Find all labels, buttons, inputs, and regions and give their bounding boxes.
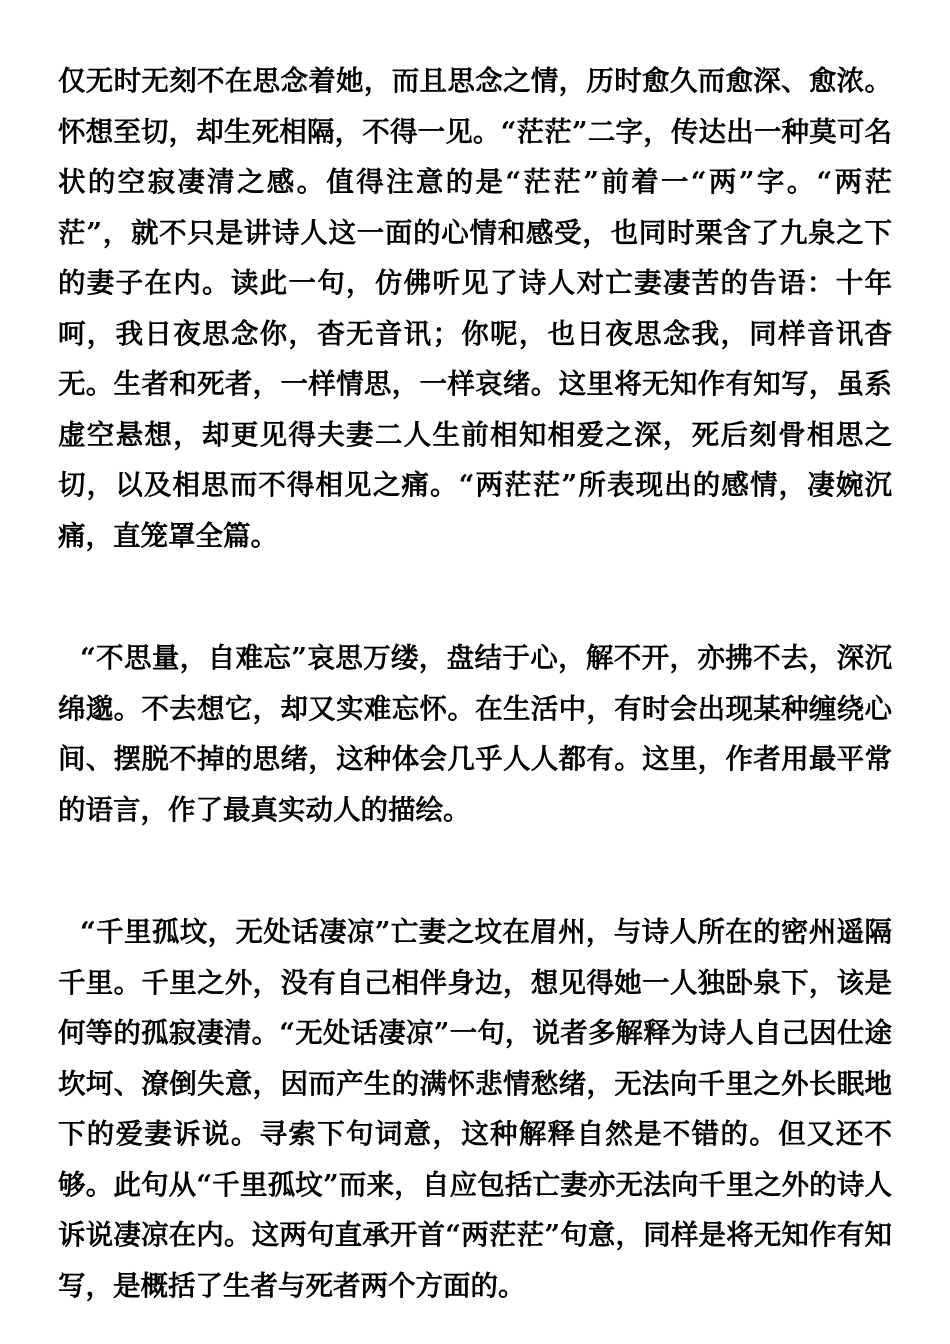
paragraph-spacer [58,835,892,907]
paragraph-1: 仅无时无刻不在思念着她，而且思念之情，历时愈久而愈深、愈浓。怀想至切，却生死相隔，不得一见。“茫茫”二字，传达出一种莫可名状的空寂凄清之感。值得注意的是“茫茫”前着一“两”字。“两茫茫”，就不只是讲诗人这一面的心情和感受，也同时栗含了九泉之下的妻子在内。读此一句，仿佛听见了诗人对亡妻凄苦的告语：十年呵，我日夜思念你，杳无音讯；你呢，也日夜思念我，同样音讯杳无。生者和死者，一样情思，一样哀绪。这里将无知作有知写，虽系虚空悬想，却更见得夫妻二人生前相知相爱之深，死后刻骨相思之切，以及相思而不得相见之痛。“两茫茫”所表现出的感情，凄婉沉痛，直笼罩全篇。 [58,65,892,552]
paragraph-spacer [58,561,892,633]
paragraph-2: “不思量，自难忘”哀思万缕，盘结于心，解不开，亦拂不去，深沉绵邈。不去想它，却又实难忘怀。在生活中，有时会出现某种缠绕心间、摆脱不掉的思绪，这种体会几乎人人都有。这里，作者用最平常的语言，作了最真实动人的描绘。 [58,642,892,826]
paragraph-3: “千里孤坟，无处话凄凉”亡妻之坟在眉州，与诗人所在的密州遥隔千里。千里之外，没有自己相伴身边，想见得她一人独卧泉下，该是何等的孤寂凄清。“无处话凄凉”一句，说者多解释为诗人自己因仕途坎坷、潦倒失意，因而产生的满怀悲情愁绪，无法向千里之外长眠地下的爱妻诉说。寻索下句词意，这种解释自然是不错的。但又还不够。此句从“千里孤坟”而来，自应包括亡妻亦无法向千里之外的诗人诉说凄凉在内。这两句直承开首“两茫茫”句意，同样是将无知作有知写，是概括了生者与死者两个方面的。 [58,916,892,1302]
